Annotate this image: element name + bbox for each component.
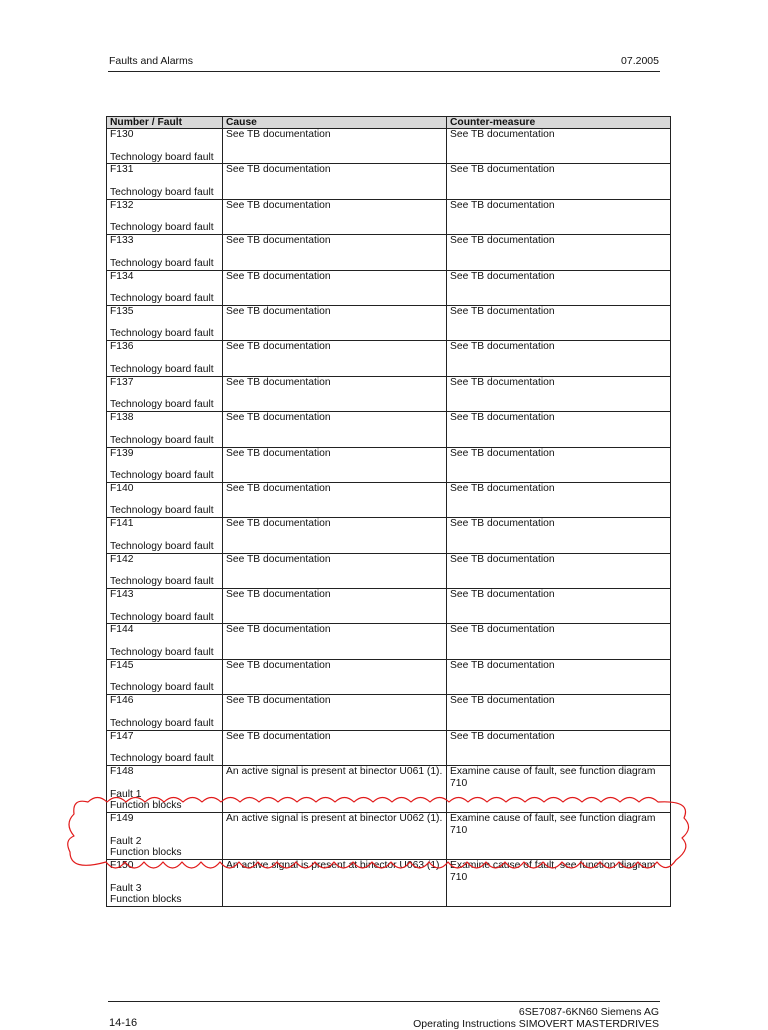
- fault-code: F149: [110, 813, 134, 825]
- fault-cell: [107, 624, 223, 659]
- table-row: [107, 305, 671, 340]
- column-header-counter-measure: Counter-measure: [447, 117, 671, 129]
- fault-category: Function blocks: [110, 894, 182, 906]
- fault-code: F135: [110, 305, 134, 317]
- fault-code: F142: [110, 553, 134, 565]
- fault-description: Technology board fault: [110, 222, 214, 234]
- cause-cell: See TB documentation: [223, 624, 447, 659]
- cause-cell: An active signal is present at binector U062 (1).: [223, 813, 447, 860]
- table-row: [107, 270, 671, 305]
- fault-description: Technology board fault: [110, 470, 214, 482]
- fault-code: F148: [110, 766, 134, 778]
- table-row: [107, 376, 671, 411]
- fault-cell: [107, 270, 223, 305]
- counter-measure-cell: See TB documentation: [447, 164, 671, 199]
- fault-code: F131: [110, 164, 134, 176]
- counter-measure-cell: See TB documentation: [447, 447, 671, 482]
- table-row: [107, 730, 671, 765]
- footer-page-number: 14-16: [109, 1017, 138, 1029]
- cause-cell: See TB documentation: [223, 412, 447, 447]
- counter-measure-cell: See TB documentation: [447, 341, 671, 376]
- cause-cell: An active signal is present at binector U063 (1).: [223, 860, 447, 907]
- fault-code: F144: [110, 624, 134, 636]
- fault-description: Technology board fault: [110, 717, 214, 729]
- table-row: [107, 589, 671, 624]
- cause-cell: See TB documentation: [223, 341, 447, 376]
- table-row: [107, 164, 671, 199]
- fault-cell: [107, 164, 223, 199]
- fault-cell: [107, 376, 223, 411]
- fault-code: F146: [110, 695, 134, 707]
- fault-cell: [107, 482, 223, 517]
- fault-code: F138: [110, 412, 134, 424]
- fault-code: F147: [110, 730, 134, 742]
- fault-description: Technology board fault: [110, 576, 214, 588]
- fault-description: Technology board fault: [110, 293, 214, 305]
- fault-description: Technology board fault: [110, 682, 214, 694]
- table-row: [107, 860, 671, 907]
- counter-measure-cell: See TB documentation: [447, 235, 671, 270]
- table-row: [107, 695, 671, 730]
- cause-cell: See TB documentation: [223, 235, 447, 270]
- cause-cell: See TB documentation: [223, 695, 447, 730]
- fault-code: F140: [110, 482, 134, 494]
- fault-code: F130: [110, 129, 134, 140]
- counter-measure-cell: See TB documentation: [447, 270, 671, 305]
- fault-cell: [107, 553, 223, 588]
- fault-cell: [107, 447, 223, 482]
- fault-cell: [107, 766, 223, 813]
- table-row: [107, 624, 671, 659]
- fault-category: Function blocks: [110, 800, 182, 812]
- fault-description: Technology board fault: [110, 505, 214, 517]
- fault-code: F133: [110, 235, 134, 247]
- table-header-row: [107, 117, 671, 129]
- counter-measure-cell: See TB documentation: [447, 518, 671, 553]
- table-row: [107, 199, 671, 234]
- fault-description: Fault 3: [110, 882, 142, 894]
- fault-code: F136: [110, 341, 134, 353]
- fault-cell: [107, 659, 223, 694]
- fault-code: F145: [110, 659, 134, 671]
- fault-cell: [107, 305, 223, 340]
- cause-cell: See TB documentation: [223, 376, 447, 411]
- table-row: [107, 447, 671, 482]
- counter-measure-cell: See TB documentation: [447, 412, 671, 447]
- counter-measure-cell: See TB documentation: [447, 376, 671, 411]
- counter-measure-cell: See TB documentation: [447, 553, 671, 588]
- table-row: [107, 766, 671, 813]
- fault-description: Technology board fault: [110, 753, 214, 765]
- footer-doc-title: Operating Instructions SIMOVERT MASTERDRIVES: [413, 1018, 659, 1030]
- counter-measure-cell: Examine cause of fault, see function diagram 710: [447, 813, 671, 860]
- fault-code: F137: [110, 376, 134, 388]
- counter-measure-cell: See TB documentation: [447, 695, 671, 730]
- fault-description: Fault 2: [110, 835, 142, 847]
- fault-cell: [107, 412, 223, 447]
- cause-cell: See TB documentation: [223, 129, 447, 164]
- counter-measure-cell: Examine cause of fault, see function diagram 710: [447, 860, 671, 907]
- cause-cell: See TB documentation: [223, 589, 447, 624]
- table-row: [107, 235, 671, 270]
- fault-description: Technology board fault: [110, 186, 214, 198]
- fault-description: Technology board fault: [110, 151, 214, 163]
- table-row: [107, 553, 671, 588]
- footer-divider: [108, 1001, 660, 1002]
- table-row: [107, 129, 671, 164]
- fault-cell: [107, 730, 223, 765]
- cause-cell: See TB documentation: [223, 447, 447, 482]
- fault-description: Technology board fault: [110, 434, 214, 446]
- fault-cell: [107, 129, 223, 164]
- cause-cell: See TB documentation: [223, 270, 447, 305]
- cause-cell: See TB documentation: [223, 199, 447, 234]
- fault-cell: [107, 518, 223, 553]
- fault-description: Technology board fault: [110, 399, 214, 411]
- fault-cell: [107, 235, 223, 270]
- fault-description: Technology board fault: [110, 363, 214, 375]
- table-row: [107, 518, 671, 553]
- header-divider: [108, 71, 660, 72]
- cause-cell: See TB documentation: [223, 659, 447, 694]
- fault-code: F141: [110, 518, 134, 530]
- fault-category: Function blocks: [110, 847, 182, 859]
- cause-cell: See TB documentation: [223, 518, 447, 553]
- cause-cell: See TB documentation: [223, 730, 447, 765]
- counter-measure-cell: See TB documentation: [447, 129, 671, 164]
- fault-table: [106, 116, 671, 907]
- counter-measure-cell: See TB documentation: [447, 305, 671, 340]
- fault-code: F134: [110, 270, 134, 282]
- fault-code: F150: [110, 860, 134, 872]
- cause-cell: An active signal is present at binector U061 (1).: [223, 766, 447, 813]
- fault-cell: [107, 341, 223, 376]
- counter-measure-cell: See TB documentation: [447, 624, 671, 659]
- column-header-cause: Cause: [223, 117, 447, 129]
- column-header-number-fault: Number / Fault: [107, 117, 223, 129]
- table-row: [107, 341, 671, 376]
- table-row: [107, 412, 671, 447]
- fault-description: Technology board fault: [110, 646, 214, 658]
- fault-description: Technology board fault: [110, 611, 214, 623]
- fault-cell: [107, 860, 223, 907]
- table-row: [107, 482, 671, 517]
- fault-cell: [107, 589, 223, 624]
- fault-description: Fault 1: [110, 788, 142, 800]
- counter-measure-cell: See TB documentation: [447, 482, 671, 517]
- fault-code: F132: [110, 199, 134, 211]
- fault-description: Technology board fault: [110, 540, 214, 552]
- cause-cell: See TB documentation: [223, 482, 447, 517]
- counter-measure-cell: See TB documentation: [447, 730, 671, 765]
- fault-cell: [107, 695, 223, 730]
- header-date: 07.2005: [621, 55, 659, 67]
- counter-measure-cell: See TB documentation: [447, 589, 671, 624]
- header-title: Faults and Alarms: [109, 55, 194, 67]
- fault-code: F143: [110, 589, 134, 601]
- counter-measure-cell: See TB documentation: [447, 199, 671, 234]
- table-row: [107, 659, 671, 694]
- fault-description: Technology board fault: [110, 257, 214, 269]
- counter-measure-cell: Examine cause of fault, see function diagram 710: [447, 766, 671, 813]
- table-row: [107, 813, 671, 860]
- counter-measure-cell: See TB documentation: [447, 659, 671, 694]
- fault-cell: [107, 199, 223, 234]
- footer-doc-code: 6SE7087-6KN60 Siemens AG: [518, 1006, 659, 1018]
- fault-cell: [107, 813, 223, 860]
- cause-cell: See TB documentation: [223, 305, 447, 340]
- cause-cell: See TB documentation: [223, 553, 447, 588]
- fault-code: F139: [110, 447, 134, 459]
- cause-cell: See TB documentation: [223, 164, 447, 199]
- fault-description: Technology board fault: [110, 328, 214, 340]
